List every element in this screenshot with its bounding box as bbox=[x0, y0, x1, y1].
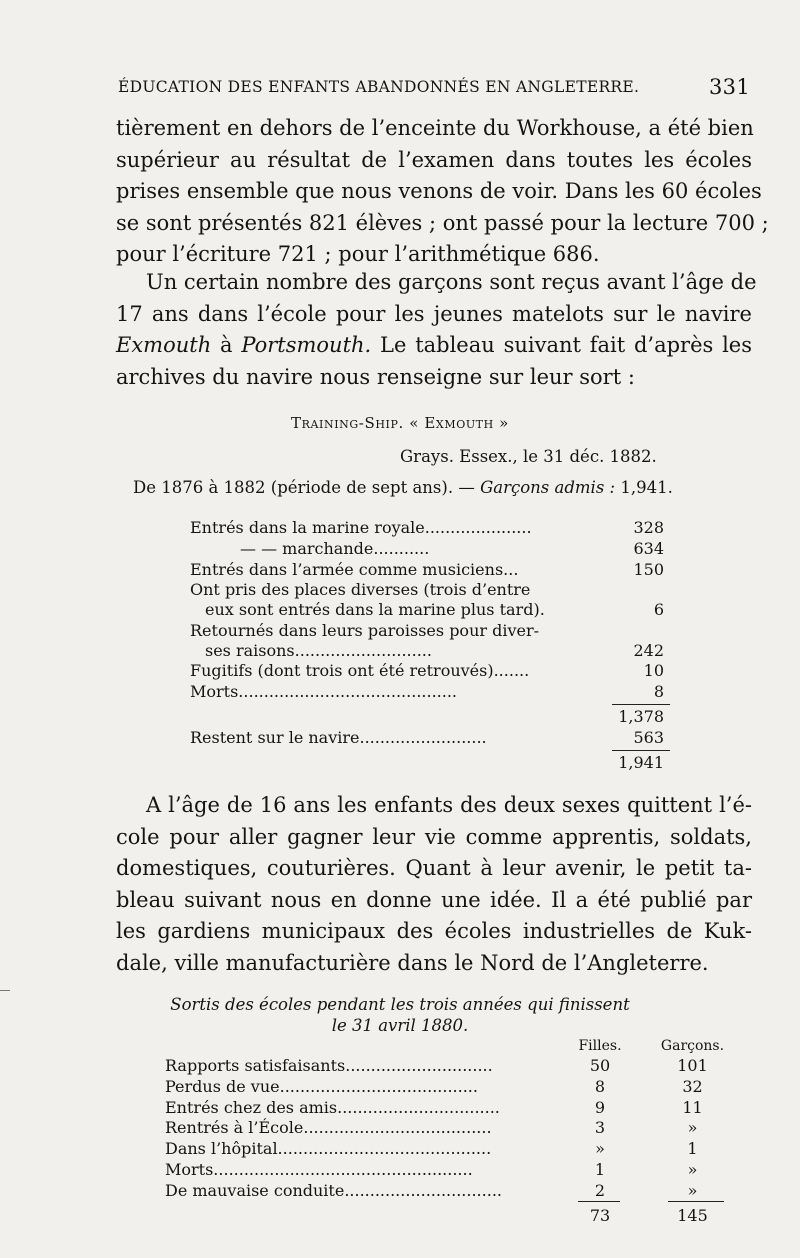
sum-rule bbox=[612, 750, 670, 751]
paragraph-2 bbox=[116, 267, 757, 393]
table-period: De 1876 à 1882 (période de sept ans). — Garçons admis : 1,941. bbox=[133, 478, 673, 497]
total-girls: 73 bbox=[589, 1206, 611, 1225]
text-line: domestiques, couturières. Quant à leur avenir, le petit ta- bbox=[116, 856, 752, 880]
table-date: Grays. Essex., le 31 déc. 1882. bbox=[400, 447, 657, 466]
table-row: Entrés chez des amis................................ 9 11 bbox=[165, 1098, 703, 1117]
text-line: se sont présentés 821 élèves ; ont passé pour la lecture 700 ; bbox=[116, 210, 769, 235]
ship-name: Exmouth bbox=[116, 333, 212, 357]
column-headers bbox=[165, 1038, 725, 1058]
table-row: Retournés dans leurs paroisses pour diver- bbox=[190, 621, 540, 640]
sum-rule-girls bbox=[578, 1201, 620, 1202]
text-line: 17 ans dans l’école pour les jeunes matelots sur le navire bbox=[116, 301, 752, 326]
text-line: Exmouth à Portsmouth. Le tableau suivant fait d’après les bbox=[116, 333, 752, 357]
text-line: pour l’écriture 721 ; pour l’arithmétique 686. bbox=[116, 242, 600, 266]
margin-mark bbox=[0, 990, 10, 991]
table-row: De mauvaise conduite............................... 2 » bbox=[165, 1181, 698, 1200]
paragraph-1 bbox=[116, 113, 769, 271]
table-row: Rapports satisfaisants............................. 50 101 bbox=[165, 1056, 708, 1075]
table-row: — — marchande........... 634 bbox=[240, 539, 664, 558]
text-line: tièrement en dehors de l’enceinte du Workhouse, a été bien bbox=[116, 116, 754, 140]
text-line: bleau suivant nous en donne une idée. Il a été publié par bbox=[116, 887, 752, 912]
text-line: dale, ville manufacturière dans le Nord de l’Angleterre. bbox=[116, 950, 709, 975]
table-row: eux sont entrés dans la marine plus tard). 6 bbox=[205, 600, 664, 619]
table-row: ses raisons........................... 242 bbox=[205, 641, 664, 660]
text-line: A l’âge de 16 ans les enfants des deux sexes quittent l’é- bbox=[146, 793, 752, 817]
table-row: Rentrés à l’École..................................... 3 » bbox=[165, 1118, 698, 1137]
page-number: 331 bbox=[709, 75, 750, 99]
table-row: Morts........................................... 8 bbox=[190, 682, 664, 701]
column-header-girls: Filles. bbox=[578, 1038, 622, 1054]
remaining-row: Restent sur le navire......................... 563 bbox=[190, 728, 664, 747]
text-line: les gardiens municipaux des écoles industrielles de Kuk- bbox=[116, 919, 752, 943]
subtotal-row: 1,378 bbox=[618, 707, 664, 726]
running-header bbox=[118, 75, 750, 99]
sum-rule-boys bbox=[668, 1201, 724, 1202]
table-row: Ont pris des places diverses (trois d’entre bbox=[190, 580, 531, 599]
text-line: prises ensemble que nous venons de voir. Dans les 60 écoles bbox=[116, 179, 762, 203]
table-row: Entrés dans la marine royale..................... 328 bbox=[190, 518, 664, 537]
table-row: Dans l’hôpital.......................................... » 1 bbox=[165, 1139, 698, 1158]
paragraph-3 bbox=[116, 790, 752, 979]
table-row: Perdus de vue....................................... 8 32 bbox=[165, 1077, 703, 1096]
table-title: Training-Ship. « Exmouth » bbox=[291, 414, 509, 432]
total-row: 1,941 bbox=[618, 753, 664, 772]
total-boys: 145 bbox=[677, 1206, 708, 1225]
table-row: Fugitifs (dont trois ont été retrouvés)....... 10 bbox=[190, 661, 664, 680]
column-header-boys: Garçons. bbox=[660, 1038, 725, 1054]
text-line: supérieur au résultat de l’examen dans toutes les écoles bbox=[116, 147, 752, 172]
table2-caption-line2: le 31 avril 1880. bbox=[331, 1016, 469, 1035]
port-name: Portsmouth. bbox=[241, 333, 372, 357]
table2-caption-line1: Sortis des écoles pendant les trois années qui finissent bbox=[170, 995, 630, 1014]
text-line: Un certain nombre des garçons sont reçus avant l’âge de bbox=[146, 270, 757, 294]
table-row: Morts................................................... 1 » bbox=[165, 1160, 698, 1179]
total-row bbox=[165, 1206, 725, 1226]
running-title: ÉDUCATION DES ENFANTS ABANDONNÉS EN ANGLETERRE. bbox=[118, 78, 640, 96]
text-line: archives du navire nous renseigne sur leur sort : bbox=[116, 364, 635, 389]
table-row: Entrés dans l’armée comme musiciens... 150 bbox=[190, 560, 664, 579]
sum-rule bbox=[612, 704, 670, 705]
text-line: cole pour aller gagner leur vie comme apprentis, soldats, bbox=[116, 824, 752, 849]
